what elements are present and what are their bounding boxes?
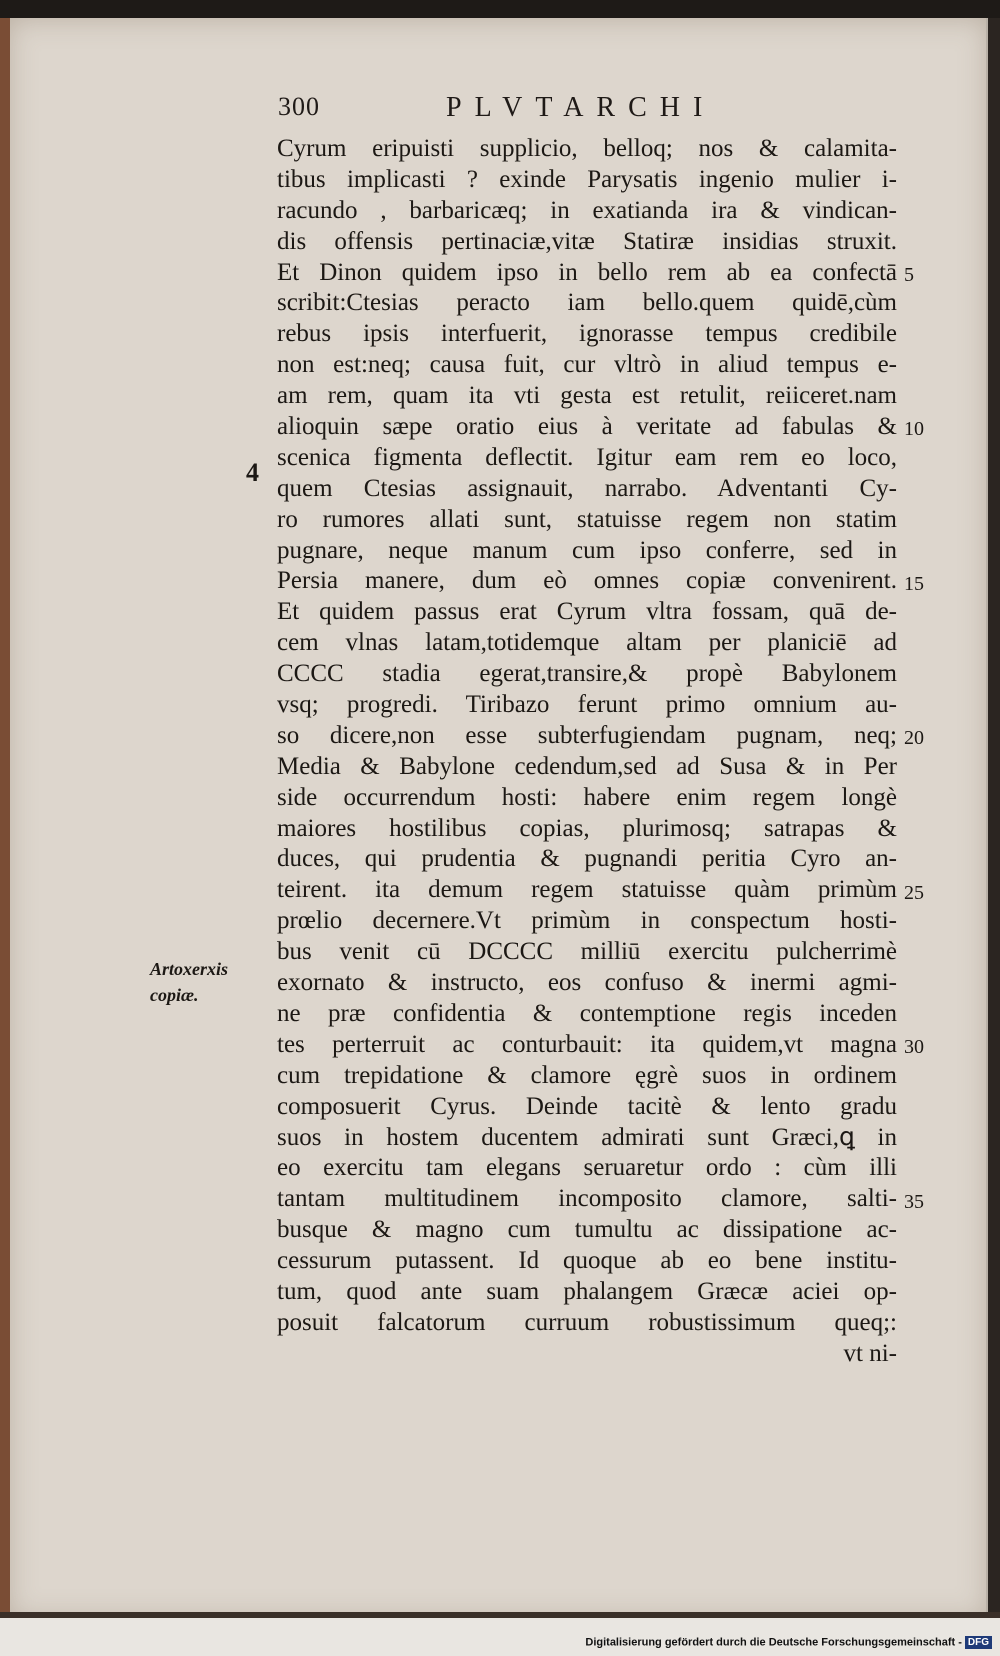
line-number: 30: [904, 1036, 924, 1059]
line-number: 25: [904, 881, 924, 904]
text-line: bus venit cū DCCCC milliū exercitu pulcherrimè: [277, 938, 897, 966]
text-line: Et quidem passus erat Cyrum vltra fossam, quā de-: [277, 598, 897, 626]
text-line: am rem, quam ita vti gesta est retulit, reiiceret.nam: [277, 382, 897, 410]
text-line: cem vlnas latam,totidemque altam per planiciē ad: [277, 629, 897, 657]
text-line: ro rumores allati sunt, statuisse regem non statim: [277, 505, 897, 533]
margin-note-line: Artoxerxis: [150, 959, 229, 979]
text-line: Et Dinon quidem ipso in bello rem ab ea confectā: [277, 258, 897, 286]
dfg-logo: DFG: [965, 1636, 992, 1649]
text-line: eo exercitu tam elegans seruaretur ordo : cùm illi: [277, 1154, 897, 1182]
text-line: rebus ipsis interfuerit, ignorasse tempus credibile: [277, 320, 897, 348]
text-line: cessurum putassent. Id quoque ab eo bene institu-: [277, 1247, 897, 1275]
text-line: CCCC stadia egerat,transire,& propè Babylonem: [277, 660, 897, 688]
text-line: duces, qui prudentia & pugnandi peritia Cyro an-: [277, 845, 897, 873]
text-line: scenica figmenta deflectit. Igitur eam rem eo loco,: [277, 443, 897, 471]
line-number: 5: [904, 263, 914, 286]
text-line: prœlio decernere.Vt primùm in conspectum hosti-: [277, 907, 897, 935]
text-line: dis offensis pertinaciæ,vitæ Statiræ insidias struxit.: [277, 227, 897, 255]
text-line: racundo , barbaricæq; in exatianda ira & vindican-: [277, 196, 897, 224]
line-number: 35: [904, 1190, 924, 1213]
text-line: Persia manere, dum eò omnes copiæ convenirent.: [277, 567, 897, 595]
text-line: alioquin sæpe oratio eius à veritate ad fabulas &: [277, 413, 897, 441]
margin-section-number: 4: [246, 458, 259, 487]
line-number: 15: [904, 572, 924, 595]
text-line: so dicere,non esse subterfugiendam pugnam, neq;: [277, 721, 897, 749]
text-line: cum trepidatione & clamore ęgrè suos in ordinem: [277, 1061, 897, 1089]
line-number: 10: [904, 418, 924, 441]
text-line: vt ni-: [843, 1339, 897, 1367]
text-line: vsq; progredi. Tiribazo ferunt primo omnium au-: [277, 691, 897, 719]
text-line: teirent. ita demum regem statuisse quàm primùm: [277, 876, 897, 904]
text-line: tantam multitudinem incomposito clamore, salti-: [277, 1185, 897, 1213]
text-line: busque & magno cum tumultu ac dissipatione ac-: [277, 1216, 897, 1244]
page-binding-edge: [0, 18, 10, 1620]
credit-text: Digitalisierung gefördert durch die Deutsche Forschungsgemeinschaft -: [585, 1636, 962, 1649]
margin-note: [150, 956, 228, 1008]
text-line: tum, quod ante suam phalangem Græcæ aciei op-: [277, 1277, 897, 1305]
text-line: non est:neq; causa fuit, cur vltrò in aliud tempus e-: [277, 351, 897, 379]
text-line: composuerit Cyrus. Deinde tacitè & lento gradu: [277, 1092, 897, 1120]
digitization-credit: [585, 1636, 992, 1649]
text-line: posuit falcatorum curruum robustissimum queq;:: [277, 1308, 897, 1336]
text-line: exornato & instructo, eos confuso & inermi agmi-: [277, 969, 897, 997]
text-line: Media & Babylone cedendum,sed ad Susa & in Per: [277, 752, 897, 780]
text-line: suos in hostem ducentem admirati sunt Græci,ꝗ in: [277, 1123, 897, 1151]
text-line: scribit:Ctesias peracto iam bello.quem quidē,cùm: [277, 289, 897, 317]
text-line: tes perterruit ac conturbauit: ita quidem,vt magna: [277, 1030, 897, 1058]
text-line: pugnare, neque manum cum ipso conferre, sed in: [277, 536, 897, 564]
margin-note-line: copiæ.: [150, 985, 199, 1005]
text-line: tibus implicasti ? exinde Parysatis ingenio mulier i-: [277, 165, 897, 193]
scan-top-edge: [0, 0, 1000, 18]
page-fore-edge: [986, 18, 988, 1620]
text-line: side occurrendum hosti: habere enim regem longè: [277, 783, 897, 811]
running-head: PLVTARCHI: [446, 92, 716, 123]
text-line: ne præ confidentia & contemptione regis inceden: [277, 999, 897, 1027]
text-line: maiores hostilibus copias, plurimosq; satrapas &: [277, 814, 897, 842]
text-line: quem Ctesias assignauit, narrabo. Adventanti Cy-: [277, 474, 897, 502]
line-number: 20: [904, 727, 924, 750]
page-header: [278, 92, 898, 132]
text-line: Cyrum eripuisti supplicio, belloq; nos & calamita-: [277, 135, 897, 162]
body-text: [277, 134, 897, 1370]
page-number: 300: [278, 92, 320, 121]
